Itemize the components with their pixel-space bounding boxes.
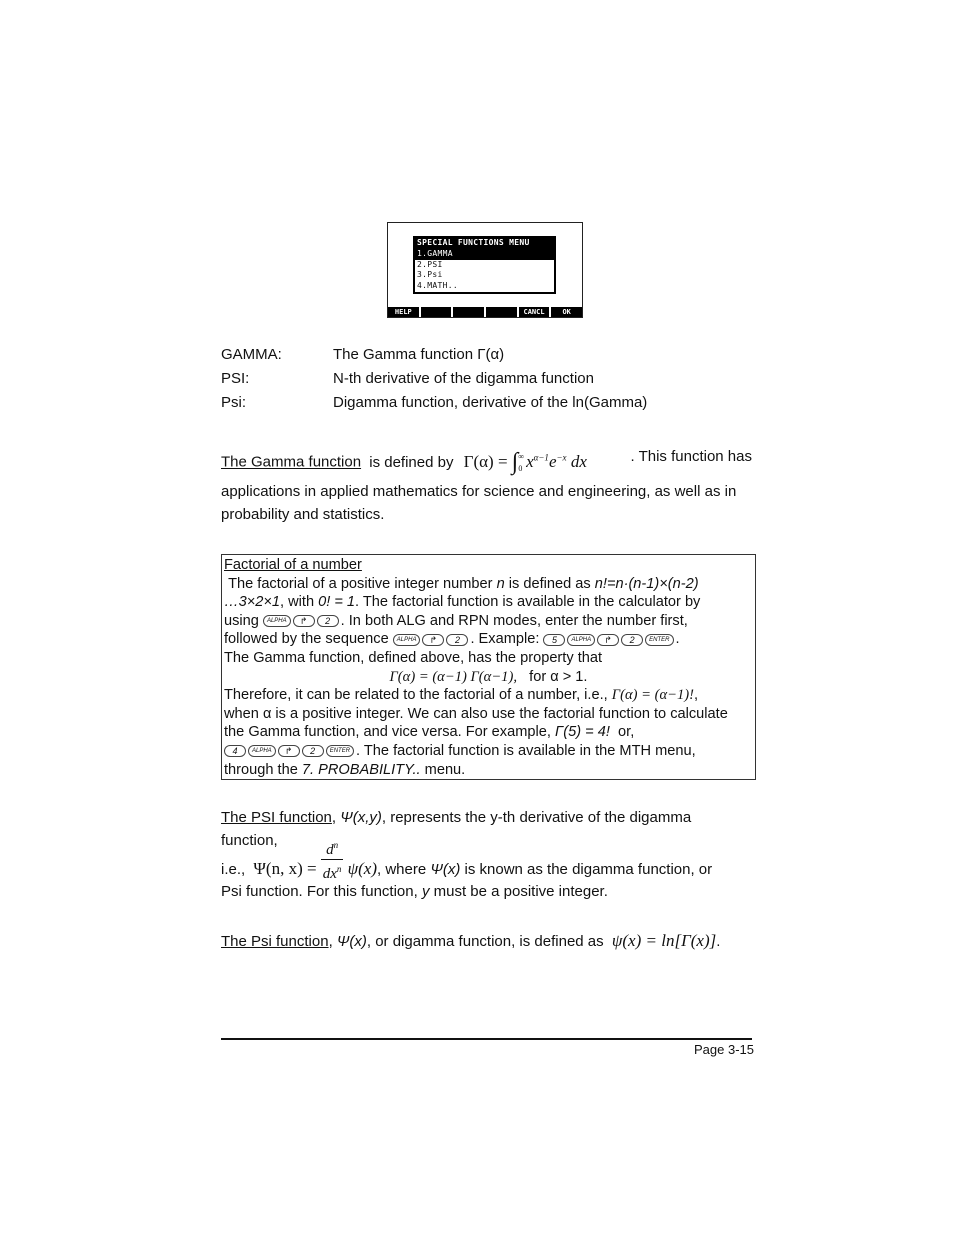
def-desc-psi-lower: Digamma function, derivative of the ln(Gamma) xyxy=(333,394,648,411)
alpha-key-icon: ALPHA xyxy=(263,615,291,627)
integral-limits xyxy=(518,451,524,475)
factorial-line-4: followed by the sequence ALPHA ↱ 2 . Example: 5 ALPHA ↱ 2 ENTER . xyxy=(224,631,680,648)
softkey-cancel[interactable]: CANCL xyxy=(519,307,552,317)
calculator-screen xyxy=(387,222,583,318)
psi-formula-rhs: ψ(x) xyxy=(347,859,378,879)
gamma-function-link[interactable]: The Gamma function xyxy=(221,453,362,471)
key-2-icon: 2 xyxy=(317,615,339,627)
key-4-icon: 4 xyxy=(224,745,246,757)
psi-line-2: i.e., Ψ(n, x) = $\frac{d^n}{dx^n}$ ψ(x), where Ψ(x) is known as the digamma function, or xyxy=(221,836,752,880)
alpha-key-icon: ALPHA xyxy=(567,634,595,646)
factorial-line-3: using ALPHA ↱ 2 . In both ALG and RPN modes, enter the number first, xyxy=(224,612,688,629)
gamma-formula xyxy=(463,448,587,475)
alpha-key-icon: ALPHA xyxy=(393,634,421,646)
key-2-icon: 2 xyxy=(302,745,324,757)
def-desc-psi-upper: N-th derivative of the digamma function xyxy=(333,370,594,387)
page-number: Page 3-15 xyxy=(694,1042,754,1057)
softkey-blank-1[interactable] xyxy=(421,307,454,317)
menu-item-psi-upper[interactable]: 2.PSI xyxy=(417,259,443,269)
right-shift-key-icon: ↱ xyxy=(422,634,444,646)
psi2-formula: ψ(x) = ln[Γ(x)] xyxy=(611,931,717,950)
gamma-formula-dx: dx xyxy=(570,451,587,471)
psi-function-link[interactable]: The PSI function xyxy=(221,809,332,826)
gamma-formula-lhs: Γ(α) = xyxy=(463,451,508,471)
footer-rule xyxy=(221,1038,752,1040)
factorial-line-2: …3×2×1, with 0! = 1. The factorial function is available in the calculator by xyxy=(224,594,701,611)
factorial-line-6: Γ(α) = (α−1) Γ(α−1), for α > 1. xyxy=(389,668,588,685)
menu-item-gamma[interactable]: 1.GAMMA xyxy=(415,249,554,260)
special-functions-menu xyxy=(413,236,556,294)
factorial-heading: Factorial of a number xyxy=(224,557,362,573)
factorial-line-8: when α is a positive integer. We can also use the factorial function to calculate xyxy=(224,705,728,722)
psi-derivative-fraction: $\frac{d^n}{dx^n}$ xyxy=(321,836,344,883)
gamma-text-before: is defined by xyxy=(369,453,454,471)
def-term-psi-upper: PSI: xyxy=(221,370,250,387)
gamma-line-3: probability and statistics. xyxy=(221,506,385,523)
psi2-line: The Psi function, Ψ(x), or digamma function, is defined as ψ(x) = ln[Γ(x)]. xyxy=(221,931,721,950)
factorial-line-7: Therefore, it can be related to the factorial of a number, i.e., Γ(α) = (α−1)!, xyxy=(224,687,699,704)
integral-lower: 0 xyxy=(518,463,523,473)
key-2-icon: 2 xyxy=(621,634,643,646)
factorial-line-5: The Gamma function, defined above, has the property that xyxy=(224,649,603,666)
enter-key-icon: ENTER xyxy=(645,634,673,646)
key-5-icon: 5 xyxy=(543,634,565,646)
key-2-icon: 2 xyxy=(446,634,468,646)
factorial-box xyxy=(221,554,756,780)
gamma-formula-exp1: α−1 xyxy=(533,452,549,462)
menu-item-math[interactable]: 4.MATH.. xyxy=(417,280,458,290)
softkey-help[interactable]: HELP xyxy=(388,307,421,317)
gamma-formula-x: x xyxy=(526,451,534,471)
integral-upper: ∞ xyxy=(518,451,525,461)
menu-item-psi-lower[interactable]: 3.Psi xyxy=(417,270,443,279)
softkey-bar xyxy=(388,307,582,317)
def-term-psi-lower: Psi: xyxy=(221,394,247,411)
def-desc-gamma: The Gamma function Γ(α) xyxy=(333,346,505,363)
menu-title: SPECIAL FUNCTIONS MENU xyxy=(415,238,554,249)
factorial-line-10: 4 ALPHA ↱ 2 ENTER . The factorial function is available in the MTH menu, xyxy=(224,742,753,761)
enter-key-icon: ENTER xyxy=(326,745,354,757)
gamma-text-after: . This function has xyxy=(630,448,752,465)
softkey-blank-3[interactable] xyxy=(486,307,519,317)
factorial-line-11: through the 7. PROBABILITY.. menu. xyxy=(224,761,466,778)
gamma-line-2: applications in applied mathematics for science and engineering, as well as in xyxy=(221,483,737,500)
psi-formula-lhs: Ψ(n, x) = xyxy=(253,859,317,879)
alpha-key-icon: ALPHA xyxy=(248,745,276,757)
psi-line-1: The PSI function, Ψ(x,y), represents the y-th derivative of the digamma function, xyxy=(221,809,692,849)
factorial-line-1: The factorial of a positive integer number n is defined as n!=n·(n-1)×(n-2) xyxy=(228,575,699,592)
psi-line-3: Psi function. For this function, y must be a positive integer. xyxy=(221,883,608,900)
right-shift-key-icon: ↱ xyxy=(597,634,619,646)
softkey-blank-2[interactable] xyxy=(453,307,486,317)
softkey-ok[interactable]: OK xyxy=(562,308,571,316)
right-shift-key-icon: ↱ xyxy=(293,615,315,627)
gamma-formula-exp2: −x xyxy=(556,452,567,462)
def-term-gamma: GAMMA: xyxy=(221,346,282,363)
factorial-line-9: the Gamma function, and vice versa. For example, Γ(5) = 4! or, xyxy=(224,724,635,741)
gamma-definition-line xyxy=(221,444,752,475)
psi-lower-function-link[interactable]: The Psi function xyxy=(221,933,329,950)
integral-sign-icon: ∫ xyxy=(511,448,519,475)
right-shift-key-icon: ↱ xyxy=(278,745,300,757)
gamma-formula-e: e xyxy=(548,451,557,471)
